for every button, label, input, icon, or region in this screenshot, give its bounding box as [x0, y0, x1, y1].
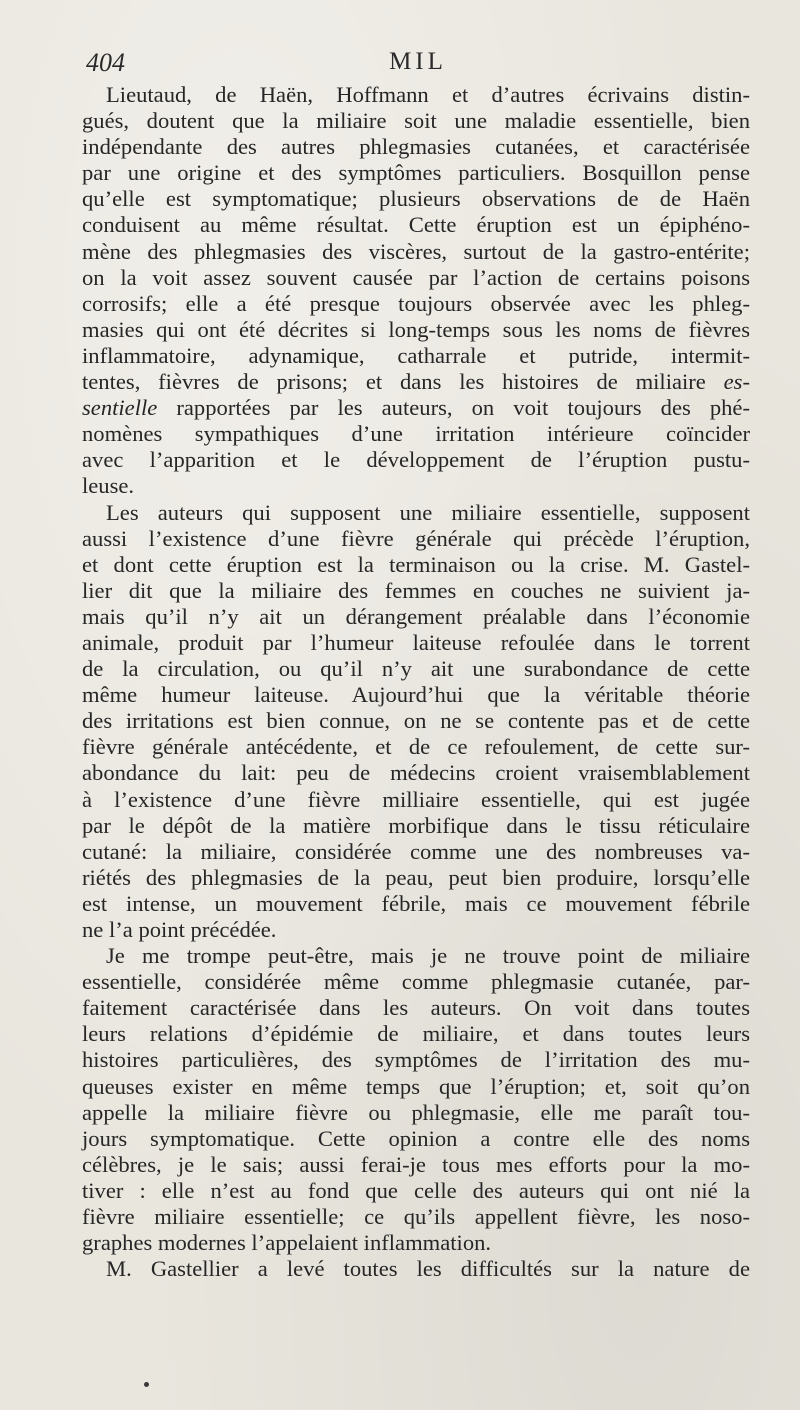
italic-word: es-: [723, 369, 750, 395]
text-line: leurs relations d’épidémie de miliaire, et dans toutes leurs: [82, 1021, 750, 1047]
text-line: on la voit assez souvent causée par l’action de certains poisons: [82, 264, 750, 290]
text-line: animale, produit par l’humeur laiteuse refoulée dans le torrent: [82, 629, 750, 655]
page-header: [86, 48, 750, 84]
text-line: Je me trompe peut-être, mais je ne trouve point de miliaire: [106, 943, 750, 969]
text-line: jours symptomatique. Cette opinion a contre elle des noms: [82, 1125, 750, 1151]
text-line: fièvre miliaire essentielle; ce qu’ils appellent fièvre, les noso-: [82, 1204, 750, 1230]
text-line: ne l’a point précédée.: [82, 917, 277, 942]
text-line: [82, 369, 750, 395]
text-line: histoires particulières, des symptômes de l’irritation des mu-: [82, 1047, 750, 1073]
text-line: mène des phlegmasies des viscères, surtout de la gastro-entérite;: [82, 238, 750, 264]
text-line: tiver : elle n’est au fond que celle des auteurs qui ont nié la: [82, 1177, 750, 1203]
text-line: faitement caractérisée dans les auteurs. On voit dans toutes: [82, 995, 750, 1021]
text-line: par le dépôt de la matière morbifique dans le tissu réticulaire: [82, 812, 750, 838]
text-line: célèbres, je le sais; aussi ferai-je tous mes efforts pour la mo-: [82, 1151, 750, 1177]
text-line-part: rapportées par les auteurs, on voit toujours des phé-: [157, 395, 750, 421]
text-line: gués, doutent que la miliaire soit une maladie essentielle, bien: [82, 108, 750, 134]
body-text: [82, 82, 750, 1282]
text-line: leuse.: [82, 473, 135, 499]
page-number: 404: [86, 48, 125, 77]
text-line: inflammatoire, adynamique, catharrale et putride, intermit-: [82, 342, 750, 368]
text-line: cutané: la miliaire, considérée comme une des nombreuses va-: [82, 838, 750, 864]
text-line: riétés des phlegmasies de la peau, peut bien produire, lorsqu’elle: [82, 864, 750, 890]
text-line: Lieutaud, de Haën, Hoffmann et d’autres écrivains distin-: [106, 82, 750, 107]
text-line: aussi l’existence d’une fièvre générale qui précède l’éruption,: [82, 525, 750, 551]
text-line: queuses exister en même temps que l’éruption; et, soit qu’on: [82, 1073, 750, 1099]
text-line: mais qu’il n’y ait un dérangement préalable dans l’économie: [82, 603, 750, 629]
text-line: graphes modernes l’appelaient inflammation.: [82, 1230, 492, 1256]
text-line: abondance du lait: peu de médecins croient vraisemblablement: [82, 760, 750, 786]
text-line: nomènes sympathiques d’une irritation intérieure coïncider: [82, 421, 750, 447]
text-line: à l’existence d’une fièvre milliaire essentielle, qui est jugée: [82, 786, 750, 812]
text-line: par une origine et des symptômes particuliers. Bosquillon pense: [82, 160, 750, 186]
text-line: corrosifs; elle a été presque toujours observée avec les phleg-: [82, 290, 750, 316]
text-line: [82, 395, 750, 421]
italic-word: sentielle: [82, 395, 158, 421]
text-line: conduisent au même résultat. Cette éruption est un épiphéno-: [82, 212, 750, 238]
text-line: et dont cette éruption est la terminaison ou la crise. M. Gastel-: [82, 551, 750, 577]
text-line: indépendante des autres phlegmasies cutanées, et caractérisée: [82, 134, 750, 160]
text-line: des irritations est bien connue, on ne se contente pas et de cette: [82, 708, 750, 734]
text-line: appelle la miliaire fièvre ou phlegmasie, elle me paraît tou-: [82, 1099, 750, 1125]
text-line: Les auteurs qui supposent une miliaire essentielle, supposent: [106, 499, 750, 525]
text-line: avec l’apparition et le développement de l’éruption pustu-: [82, 447, 750, 473]
text-line: même humeur laiteuse. Aujourd’hui que la véritable théorie: [82, 682, 750, 708]
text-line: lier dit que la miliaire des femmes en couches ne suivient ja-: [82, 577, 750, 603]
ink-spot: [144, 1382, 149, 1387]
text-line: essentielle, considérée même comme phlegmasie cutanée, par-: [82, 969, 750, 995]
running-head: MIL: [389, 48, 447, 75]
text-line-part: tentes, fièvres de prisons; et dans les histoires de miliaire: [82, 369, 706, 395]
text-line: est intense, un mouvement fébrile, mais ce mouvement fébrile: [82, 890, 750, 916]
text-line: de la circulation, ou qu’il n’y ait une surabondance de cette: [82, 656, 750, 682]
text-line: masies qui ont été décrites si long-temps sous les noms de fièvres: [82, 316, 750, 342]
text-line: qu’elle est symptomatique; plusieurs observations de de Haën: [82, 186, 750, 212]
text-line: M. Gastellier a levé toutes les difficultés sur la nature de: [106, 1256, 750, 1282]
text-line: fièvre générale antécédente, et de ce refoulement, de cette sur-: [82, 734, 750, 760]
